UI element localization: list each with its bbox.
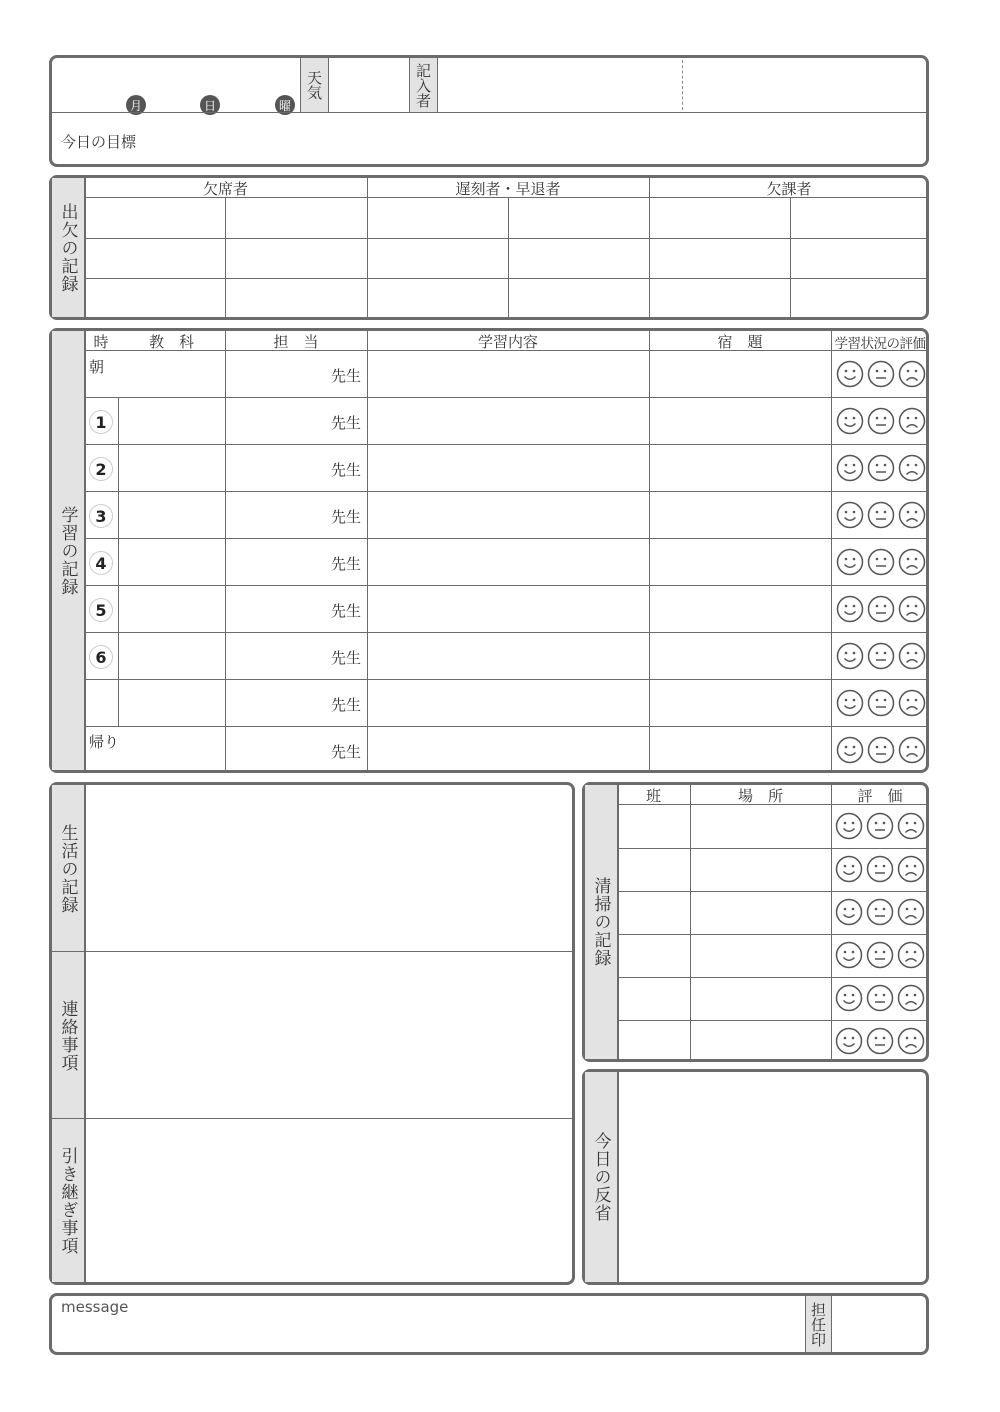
cleaning-row-line bbox=[617, 977, 926, 978]
group-header: 班 bbox=[645, 787, 661, 805]
study-col-line bbox=[225, 331, 226, 770]
study-row-line bbox=[84, 585, 926, 586]
study-row-line bbox=[84, 679, 926, 680]
attendance-sub-line bbox=[508, 197, 509, 317]
attendance-sub-line bbox=[790, 197, 791, 317]
weekday-badge: 曜 bbox=[275, 95, 295, 115]
study-col-line bbox=[367, 331, 368, 770]
happy-face-icon[interactable] bbox=[835, 941, 863, 969]
period-morning: 朝 bbox=[89, 358, 105, 376]
attendance-section-label: 出欠の記録 bbox=[57, 202, 78, 293]
study-row-line bbox=[84, 538, 926, 539]
place-header: 場 所 bbox=[737, 787, 783, 805]
cleaning-evaluation-faces[interactable] bbox=[835, 898, 925, 926]
life-label: 生活の記録 bbox=[57, 823, 78, 914]
handover-label: 引き継ぎ事項 bbox=[57, 1146, 78, 1255]
sad-face-icon[interactable] bbox=[898, 736, 926, 764]
attendance-row-line-2 bbox=[84, 278, 926, 279]
cleaning-side bbox=[585, 785, 619, 1059]
neutral-face-icon[interactable] bbox=[866, 941, 894, 969]
period-number: 5 bbox=[89, 598, 113, 622]
happy-face-icon[interactable] bbox=[835, 812, 863, 840]
neutral-face-icon[interactable] bbox=[866, 898, 894, 926]
sad-face-icon[interactable] bbox=[898, 501, 926, 529]
sad-face-icon[interactable] bbox=[897, 812, 925, 840]
life-label-cell bbox=[52, 785, 84, 952]
recorder-label-cell bbox=[409, 58, 438, 112]
neutral-face-icon[interactable] bbox=[866, 984, 894, 1012]
study-box bbox=[49, 328, 929, 773]
evaluation-faces[interactable] bbox=[836, 548, 926, 576]
sad-face-icon[interactable] bbox=[898, 642, 926, 670]
late-early-header: 遅刻者・早退者 bbox=[455, 180, 561, 198]
handover-field[interactable] bbox=[86, 1120, 572, 1282]
day-badge: 日 bbox=[200, 95, 220, 115]
homework-header: 宿 題 bbox=[717, 333, 763, 351]
evaluation-faces[interactable] bbox=[836, 407, 926, 435]
attendance-row-line-1 bbox=[84, 238, 926, 239]
cleaning-evaluation-faces[interactable] bbox=[835, 941, 925, 969]
weather-field[interactable] bbox=[329, 58, 409, 112]
attendance-header-line bbox=[84, 197, 926, 198]
teacher-suffix: 先生 bbox=[331, 602, 362, 620]
attendance-box bbox=[49, 175, 929, 320]
evaluation-faces[interactable] bbox=[836, 360, 926, 388]
weather-label: 天気 bbox=[305, 70, 323, 100]
happy-face-icon[interactable] bbox=[835, 1027, 863, 1055]
neutral-face-icon[interactable] bbox=[866, 855, 894, 883]
period-dismissal: 帰り bbox=[89, 733, 120, 751]
handover-label-cell bbox=[52, 1119, 84, 1282]
neutral-face-icon[interactable] bbox=[867, 548, 895, 576]
sad-face-icon[interactable] bbox=[897, 855, 925, 883]
neutral-face-icon[interactable] bbox=[867, 689, 895, 717]
neutral-face-icon[interactable] bbox=[867, 642, 895, 670]
neutral-face-icon[interactable] bbox=[867, 595, 895, 623]
sad-face-icon[interactable] bbox=[898, 548, 926, 576]
sad-face-icon[interactable] bbox=[898, 454, 926, 482]
happy-face-icon[interactable] bbox=[836, 548, 864, 576]
reflection-field[interactable] bbox=[619, 1072, 926, 1282]
dashed-divider bbox=[682, 60, 683, 110]
happy-face-icon[interactable] bbox=[836, 454, 864, 482]
sad-face-icon[interactable] bbox=[898, 407, 926, 435]
period-col-line bbox=[118, 397, 119, 726]
evaluation-faces[interactable] bbox=[836, 501, 926, 529]
period-number: 4 bbox=[89, 551, 113, 575]
absent-header: 欠席者 bbox=[202, 180, 248, 198]
neutral-face-icon[interactable] bbox=[867, 454, 895, 482]
cleaning-col-line bbox=[831, 785, 832, 1059]
goal-field[interactable] bbox=[162, 116, 922, 164]
teacher-suffix: 先生 bbox=[331, 367, 362, 385]
evaluation-faces[interactable] bbox=[836, 689, 926, 717]
notes-side bbox=[52, 785, 86, 1282]
cleaning-col-line bbox=[690, 785, 691, 1059]
evaluation-header: 学習状況の評価 bbox=[834, 336, 926, 352]
neutral-face-icon[interactable] bbox=[867, 736, 895, 764]
period-number: 3 bbox=[89, 504, 113, 528]
goal-label: 今日の目標 bbox=[61, 133, 137, 151]
footer-box bbox=[49, 1293, 929, 1355]
reflection-label: 今日の反省 bbox=[590, 1132, 611, 1222]
attendance-col-line bbox=[649, 178, 650, 317]
skipped-class-header: 欠課者 bbox=[766, 180, 812, 198]
cleaning-evaluation-faces[interactable] bbox=[835, 1027, 925, 1055]
sad-face-icon[interactable] bbox=[898, 689, 926, 717]
teacher-suffix: 先生 bbox=[331, 743, 362, 761]
header-box bbox=[49, 55, 929, 167]
contact-field[interactable] bbox=[86, 953, 572, 1117]
cleaning-eval-header: 評 価 bbox=[857, 787, 903, 805]
stamp-label-cell bbox=[805, 1296, 832, 1352]
happy-face-icon[interactable] bbox=[836, 642, 864, 670]
happy-face-icon[interactable] bbox=[835, 984, 863, 1012]
study-side bbox=[52, 331, 86, 770]
cleaning-section-label: 清掃の記録 bbox=[590, 877, 611, 967]
evaluation-faces[interactable] bbox=[836, 736, 926, 764]
happy-face-icon[interactable] bbox=[836, 501, 864, 529]
content-header: 学習内容 bbox=[477, 333, 538, 351]
attendance-sub-line bbox=[225, 197, 226, 317]
happy-face-icon[interactable] bbox=[836, 595, 864, 623]
teacher-suffix: 先生 bbox=[331, 696, 362, 714]
happy-face-icon[interactable] bbox=[835, 898, 863, 926]
teacher-suffix: 先生 bbox=[331, 649, 362, 667]
contact-label: 連絡事項 bbox=[57, 999, 78, 1072]
happy-face-icon[interactable] bbox=[836, 736, 864, 764]
attendance-col-line bbox=[367, 178, 368, 317]
happy-face-icon[interactable] bbox=[836, 689, 864, 717]
cleaning-row-line bbox=[617, 934, 926, 935]
evaluation-faces[interactable] bbox=[836, 454, 926, 482]
period-number: 6 bbox=[89, 645, 113, 669]
header-divider bbox=[52, 112, 926, 113]
notes-divider bbox=[52, 951, 572, 952]
neutral-face-icon[interactable] bbox=[866, 1027, 894, 1055]
neutral-face-icon[interactable] bbox=[867, 407, 895, 435]
subject-header: 教 科 bbox=[148, 333, 194, 351]
neutral-face-icon[interactable] bbox=[866, 812, 894, 840]
sad-face-icon[interactable] bbox=[897, 898, 925, 926]
cleaning-row-line bbox=[617, 1020, 926, 1021]
study-row-line bbox=[84, 726, 926, 727]
cleaning-row-line bbox=[617, 848, 926, 849]
study-header-line bbox=[84, 350, 926, 351]
evaluation-faces[interactable] bbox=[836, 595, 926, 623]
sad-face-icon[interactable] bbox=[897, 1027, 925, 1055]
study-row-line bbox=[84, 632, 926, 633]
sad-face-icon[interactable] bbox=[897, 941, 925, 969]
period-number: 2 bbox=[89, 457, 113, 481]
stamp-label: 担任印 bbox=[809, 1301, 827, 1347]
teacher-suffix: 先生 bbox=[331, 508, 362, 526]
cleaning-box bbox=[582, 782, 929, 1062]
neutral-face-icon[interactable] bbox=[867, 501, 895, 529]
message-field[interactable] bbox=[56, 1318, 796, 1350]
notes-box bbox=[49, 782, 575, 1285]
study-row-line bbox=[84, 397, 926, 398]
study-col-line bbox=[831, 331, 832, 770]
sad-face-icon[interactable] bbox=[898, 360, 926, 388]
teacher-suffix: 先生 bbox=[331, 555, 362, 573]
sad-face-icon[interactable] bbox=[897, 984, 925, 1012]
cleaning-header-line bbox=[617, 804, 926, 805]
study-section-label: 学習の記録 bbox=[57, 505, 78, 596]
happy-face-icon[interactable] bbox=[836, 407, 864, 435]
evaluation-faces[interactable] bbox=[836, 642, 926, 670]
reflection-box bbox=[582, 1069, 929, 1285]
message-label: message bbox=[61, 1298, 129, 1316]
stamp-field[interactable] bbox=[832, 1296, 926, 1352]
teacher-suffix: 先生 bbox=[331, 414, 362, 432]
study-row-line bbox=[84, 491, 926, 492]
cleaning-row-line bbox=[617, 891, 926, 892]
teacher-header: 担 当 bbox=[273, 333, 319, 351]
notes-divider bbox=[52, 1118, 572, 1119]
study-row-line bbox=[84, 444, 926, 445]
study-col-line bbox=[649, 331, 650, 770]
cleaning-evaluation-faces[interactable] bbox=[835, 812, 925, 840]
teacher-suffix: 先生 bbox=[331, 461, 362, 479]
weather-label-cell bbox=[300, 58, 329, 112]
contact-label-cell bbox=[52, 952, 84, 1119]
attendance-side bbox=[52, 178, 86, 317]
sad-face-icon[interactable] bbox=[898, 595, 926, 623]
happy-face-icon[interactable] bbox=[835, 855, 863, 883]
period-number: 1 bbox=[89, 410, 113, 434]
reflection-side bbox=[585, 1072, 619, 1282]
happy-face-icon[interactable] bbox=[836, 360, 864, 388]
cleaning-evaluation-faces[interactable] bbox=[835, 855, 925, 883]
period-header: 時 bbox=[93, 333, 109, 351]
month-badge: 月 bbox=[126, 95, 146, 115]
life-field[interactable] bbox=[86, 785, 572, 950]
neutral-face-icon[interactable] bbox=[867, 360, 895, 388]
cleaning-evaluation-faces[interactable] bbox=[835, 984, 925, 1012]
recorder-label: 記入者 bbox=[414, 62, 432, 108]
